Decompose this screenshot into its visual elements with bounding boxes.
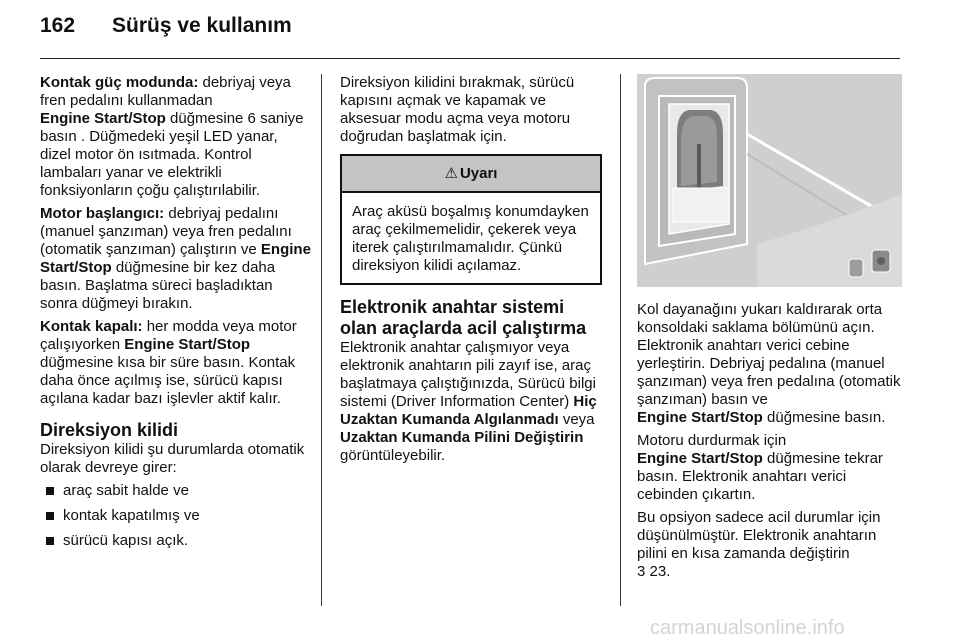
console-key-pocket-illustration (637, 74, 902, 287)
page-reference-icon: 3 (637, 563, 646, 580)
message-replace-remote-battery: Uzaktan Kumanda Pilini Değiştirin (340, 429, 584, 446)
text: debriyaj veya fren pedalını kullanmadan (40, 74, 291, 109)
column-divider-2 (620, 74, 621, 606)
term-ignition-power-mode: Kontak güç modunda: (40, 74, 199, 91)
term-engine-start: Motor başlangıcı: (40, 205, 165, 222)
warning-header (342, 156, 600, 193)
paragraph-engine-start (40, 205, 312, 313)
column-3 (637, 74, 902, 586)
column-2 (340, 74, 602, 470)
text: Bu opsiyon sadece acil durumlar için düşünülmüştür. Elektronik anahtarın pilini en kısa zamanda değiştirin (637, 509, 881, 562)
heading-emergency-start: Elektronik anahtar sistemi olan araçlarda acil çalıştırma (340, 297, 587, 338)
watermark: carmanualsonline.info (650, 617, 845, 639)
page-number: 162 (40, 14, 76, 37)
section-title: Sürüş ve kullanım (112, 14, 292, 37)
term-engine-start-stop: Engine Start/Stop (40, 110, 166, 127)
text: görüntüleyebilir. (340, 447, 446, 464)
warning-body: Araç aküsü boşalmış konumdayken araç çekilmemelidir, çekerek veya iterek çalıştırılmamalıdır. Çünkü direksiyon kilidi açılamaz. (352, 203, 589, 274)
text: debriyaj pedalını (manuel şanzıman) veya fren pedalını (otomatik şanzıman) çalıştırın ve (40, 205, 292, 258)
paragraph-steering-lock: Direksiyon kilidi şu durumlarda otomatik olarak devreye girer: (40, 441, 305, 476)
text: veya (558, 411, 595, 428)
heading-steering-lock: Direksiyon kilidi (40, 420, 179, 440)
term-engine-start-stop: Engine Start/Stop (637, 409, 763, 426)
message-no-remote-detected: Hiç Uzaktan Kumanda Algılanmadı (340, 393, 597, 428)
warning-title: Uyarı (459, 165, 498, 182)
paragraph-emergency-start (340, 339, 602, 465)
paragraph-open-storage (637, 301, 902, 427)
text: düğmesine kısa bir süre basın. Kontak daha önce açılmış ise, sürücü kapısı açılana kadar bazı işlevler aktif kalır. (40, 354, 296, 407)
list-item: araç sabit halde ve (40, 482, 312, 500)
header-rule (40, 58, 900, 59)
list-item: kontak kapatılmış ve (40, 507, 312, 525)
text: düğmesine bir kez daha basın. Başlatma süreci başladıktan sonra düğmeyi bırakın. (40, 259, 276, 312)
column-1 (40, 74, 312, 557)
text: düğmesine tekrar basın. Elektronik anahtarı verici cebinden çıkartın. (637, 450, 883, 503)
paragraph-emergency-note (637, 509, 902, 581)
text: düğmesine basın. (762, 409, 886, 426)
text: düğmesine 6 saniye basın . Düğmedeki yeşil LED yanar, dizel motor ön ısıtmada. Kontrol lambaları yanar ve elektrikli fonksiyonların çoğu çalıştırılabilir. (40, 110, 304, 199)
paragraph-ignition-power-mode (40, 74, 312, 200)
warning-box (340, 154, 602, 285)
text: her modda veya motor çalışıyorken (40, 318, 297, 353)
warning-icon: ⚠ (444, 165, 458, 182)
paragraph-steering-release: Direksiyon kilidini bırakmak, sürücü kapısını açmak ve kapamak ve aksesuar modu açma veya motoru doğrudan başlatmak için. (340, 74, 575, 145)
term-ignition-off: Kontak kapalı: (40, 318, 143, 335)
list-item: sürücü kapısı açık. (40, 532, 312, 550)
paragraph-stop-engine (637, 432, 902, 504)
text: Kol dayanağını yukarı kaldırarak orta konsoldaki saklama bölümünü açın. Elektronik anahtarı verici cebine yerleştirin. Debriyaj pedalına (manuel şanzıman) veya fren pedalına (otomatik şanzıman) basın ve (637, 301, 901, 408)
page-reference-link[interactable]: 23. (649, 563, 671, 580)
term-engine-start-stop: Engine Start/Stop (637, 450, 763, 467)
bullet-list (40, 482, 312, 550)
column-divider-1 (321, 74, 322, 606)
term-engine-start-stop: Engine Start/Stop (124, 336, 251, 353)
paragraph-ignition-off (40, 318, 312, 408)
term-engine-start-stop: Engine Start/Stop (40, 241, 311, 276)
page-header (40, 14, 292, 38)
text: Elektronik anahtar çalışmıyor veya elektronik anahtarın pili zayıf ise, araç başlatmaya çalıştığınızda, Sürücü bilgi sistemi (Driver Information Center) (340, 339, 596, 410)
text: Motoru durdurmak için (637, 432, 787, 449)
